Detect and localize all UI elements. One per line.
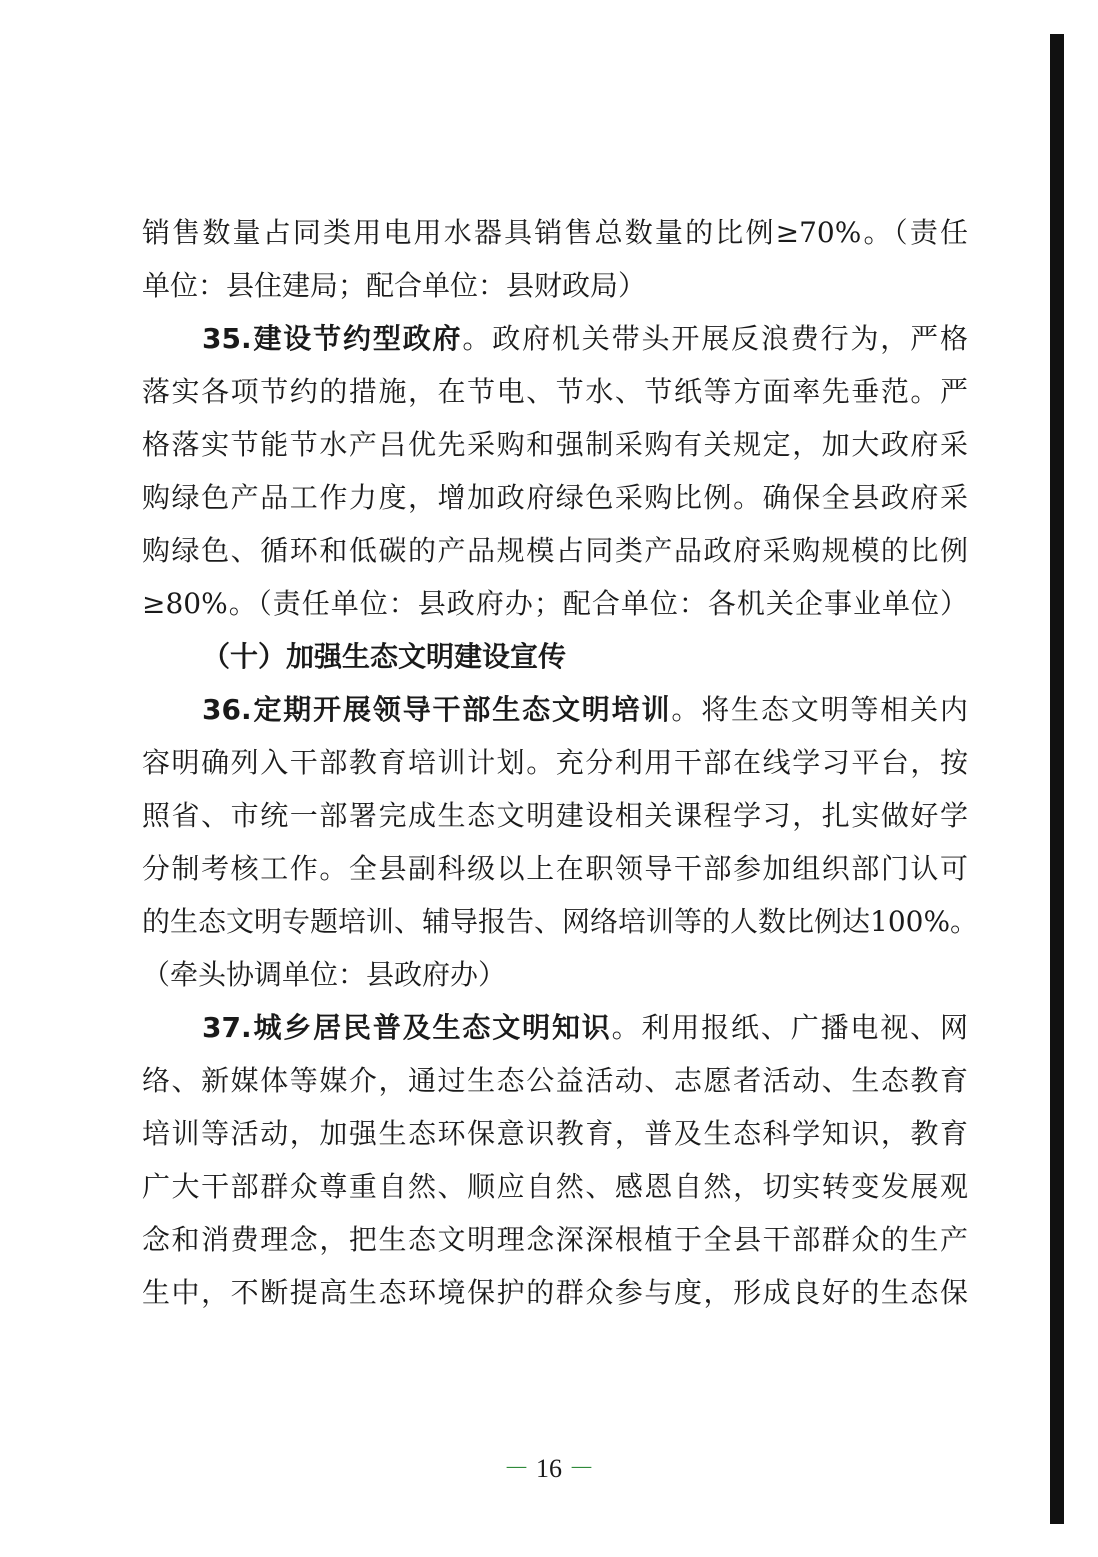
- item-35-heading-line: [142, 312, 968, 365]
- document-body: [142, 206, 979, 1319]
- line-text: 格落实节能节水产吕优先采购和强制采购有关规定，加大政府采: [142, 428, 968, 461]
- item-37-heading-line: [142, 1001, 968, 1054]
- line-text: 广大干部群众尊重自然、顺应自然、感恩自然，切实转变发展观: [142, 1170, 968, 1203]
- line-text: 的生态文明专题培训、辅导报告、网络培训等的人数比例达100%。: [142, 905, 979, 938]
- line-text: （牵头协调单位：县政府办）: [142, 958, 507, 991]
- body-line: [142, 842, 968, 895]
- line-text: 分制考核工作。全县副科级以上在职领导干部参加组织部门认可: [142, 852, 968, 885]
- body-line: [142, 1213, 968, 1266]
- line-text: 容明确列入干部教育培训计划。充分利用干部在线学习平台，按: [142, 746, 968, 779]
- body-line: [142, 1160, 968, 1213]
- line-text: 。利用报纸、广播电视、网: [611, 1011, 968, 1044]
- body-line: [142, 365, 968, 418]
- body-line: [142, 1054, 968, 1107]
- body-line: [142, 259, 968, 312]
- page-dash-left: －: [503, 1454, 530, 1483]
- item-36-heading-line: [142, 683, 968, 736]
- page-number: [0, 1448, 1098, 1485]
- line-text: 念和消费理念，把生态文明理念深深根植于全县干部群众的生产: [142, 1223, 968, 1256]
- page-dash-right: －: [568, 1454, 595, 1483]
- line-text: 购绿色产品工作力度，增加政府绿色采购比例。确保全县政府采: [142, 481, 968, 514]
- line-text: 照省、市统一部署完成生态文明建设相关课程学习，扎实做好学: [142, 799, 968, 832]
- scan-edge-bar: [1050, 34, 1064, 1524]
- section-heading: [142, 630, 968, 683]
- line-text: 单位：县住建局；配合单位：县财政局）: [142, 269, 647, 302]
- body-line: [142, 1266, 968, 1319]
- item-title: 35.建设节约型政府: [202, 322, 463, 355]
- body-line: [142, 206, 968, 259]
- line-text: 。政府机关带头开展反浪费行为，严格: [462, 322, 968, 355]
- line-text: 落实各项节约的措施，在节电、节水、节纸等方面率先垂范。严: [142, 375, 968, 408]
- line-text: 购绿色、循环和低碳的产品规模占同类产品政府采购规模的比例: [142, 534, 968, 567]
- line-text: 。将生态文明等相关内: [671, 693, 968, 726]
- body-line: [142, 524, 968, 577]
- section-title: （十）加强生态文明建设宣传: [202, 640, 567, 673]
- body-line: [142, 789, 968, 842]
- body-line: [142, 418, 968, 471]
- item-title: 36.定期开展领导干部生态文明培训: [202, 693, 672, 726]
- body-line: [142, 948, 968, 1001]
- line-text: 络、新媒体等媒介，通过生态公益活动、志愿者活动、生态教育: [142, 1064, 968, 1097]
- line-text: ≥80%。（责任单位：县政府办；配合单位：各机关企事业单位）: [142, 587, 968, 620]
- item-title: 37.城乡居民普及生态文明知识: [202, 1011, 612, 1044]
- body-line: [142, 1107, 968, 1160]
- body-line: [142, 577, 968, 630]
- line-text: 培训等活动，加强生态环保意识教育，普及生态科学知识，教育: [142, 1117, 968, 1150]
- line-text: 销售数量占同类用电用水器具销售总数量的比例≥70%。（责任: [142, 216, 968, 249]
- body-line: [142, 895, 979, 948]
- body-line: [142, 736, 968, 789]
- page-number-value: 16: [536, 1454, 562, 1483]
- line-text: 生中，不断提高生态环境保护的群众参与度，形成良好的生态保: [142, 1276, 968, 1309]
- body-line: [142, 471, 968, 524]
